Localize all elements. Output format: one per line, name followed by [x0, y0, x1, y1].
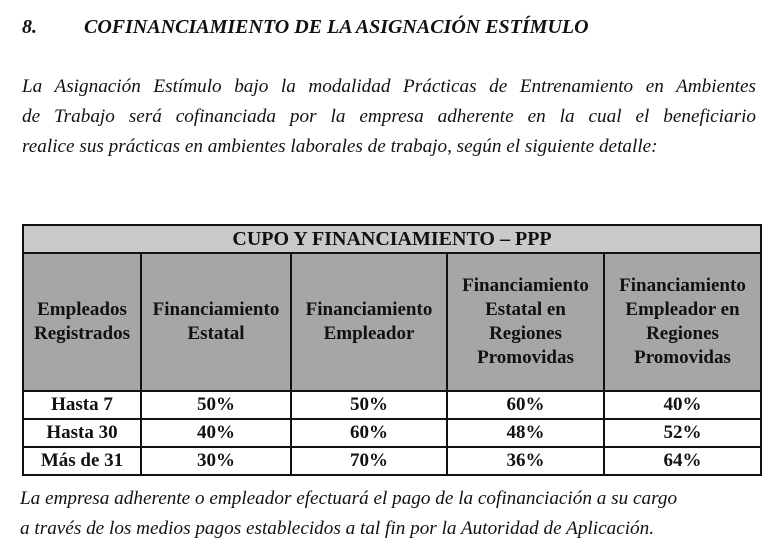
- table-cell: 64%: [604, 447, 761, 475]
- table-row: [23, 447, 761, 475]
- section-number: 8.: [22, 16, 37, 38]
- column-header: Financiamiento Empleador: [291, 253, 447, 391]
- table-cell: 52%: [604, 419, 761, 447]
- intro-line: realice sus prácticas en ambientes laborales de trabajo, según el siguiente detalle:: [22, 136, 658, 157]
- table-title: CUPO Y FINANCIAMIENTO – PPP: [23, 225, 761, 253]
- intro-paragraph: [22, 72, 756, 162]
- closing-line: La empresa adherente o empleador efectuará el pago de la cofinanciación a su cargo: [20, 488, 678, 509]
- table-row: [23, 419, 761, 447]
- column-header: Financiamiento Estatal en Regiones Promovidas: [447, 253, 604, 391]
- table-row: [23, 391, 761, 419]
- column-header: Financiamiento Empleador en Regiones Promovidas: [604, 253, 761, 391]
- column-header: Financiamiento Estatal: [141, 253, 291, 391]
- table-cell: 48%: [447, 419, 604, 447]
- financing-table: [22, 224, 762, 476]
- table-title-row: [23, 225, 761, 253]
- section-title: COFINANCIAMIENTO DE LA ASIGNACIÓN ESTÍMULO: [84, 16, 589, 38]
- table-cell: 60%: [447, 391, 604, 419]
- table-cell: 50%: [291, 391, 447, 419]
- table-header-row: [23, 253, 761, 391]
- table-cell: 30%: [141, 447, 291, 475]
- intro-line: de Trabajo será cofinanciada por la empresa adherente en la cual el beneficiario: [22, 106, 756, 127]
- closing-paragraph: [20, 484, 677, 544]
- table-cell: 60%: [291, 419, 447, 447]
- intro-line: La Asignación Estímulo bajo la modalidad Prácticas de Entrenamiento en Ambientes: [22, 76, 756, 97]
- table-cell: 36%: [447, 447, 604, 475]
- section-heading: [22, 16, 589, 39]
- column-header: Empleados Registrados: [23, 253, 141, 391]
- table-cell: Más de 31: [23, 447, 141, 475]
- table-cell: 40%: [141, 419, 291, 447]
- table-cell: 40%: [604, 391, 761, 419]
- table-cell: 50%: [141, 391, 291, 419]
- table-cell: 70%: [291, 447, 447, 475]
- table-cell: Hasta 7: [23, 391, 141, 419]
- closing-line: a través de los medios pagos establecidos a tal fin por la Autoridad de Aplicación.: [20, 518, 655, 539]
- table-cell: Hasta 30: [23, 419, 141, 447]
